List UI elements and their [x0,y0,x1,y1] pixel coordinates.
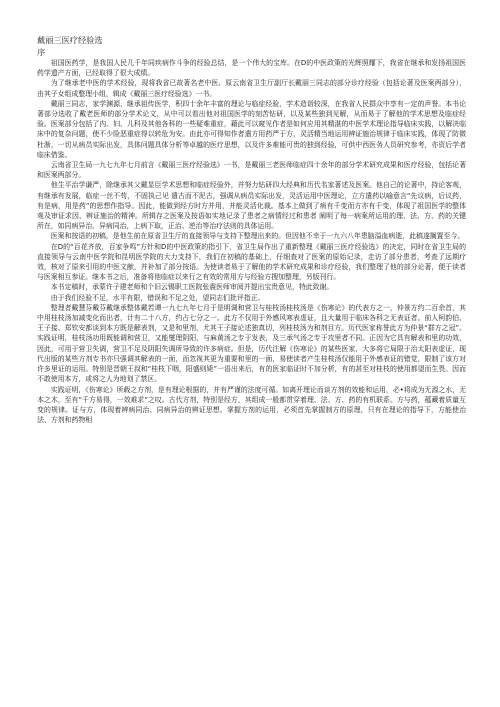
paragraph: 祖国医药学，是我国人民几千年同疾病作斗争的经验总结，是一个伟大的宝库。在D的中医政策的光辉照耀下，我省在继承和发扬祖国医药学遗产方面，已经取得了很大成绩。 [37,59,466,78]
paragraph: 在D的“百花齐放，百家争鸣”方针和D的中医政策的指引下，省卫生局作出了重新整理《戴丽三医疗经验选》的决定，同时在省卫生局的直接领导与云南中医学院和昆明医学院的大力支持下，我们在初稿的基础上，仔细查对了医案的原始记录，走访了部分患者，考查了远期疗效，核对了原来引用的中医文献，并补加了部分按语。为使读者易于了解他的学术研究成果和诊疗经验，我们整理了他的部分论著，便于读者与医案相互参证。继本书之后，准备将他临症以来行之有效的常用方与经验方搜加整理，另版刊行。 [37,242,466,282]
paragraph: 他生平治学谦严，除继承其父戴显臣学术思想和临症经验外，并努力钻研四大经典和历代名家著述及医案。他自己的论著中，持论客观，有继承有发展，临症一丝不苟，不固执己见 遣古而不泥古，强调从病员实际出发，灵活运用中医理论，立方遣药以喻意言“先议病，后议药，有是病，用是药”的思想作指导。因此，能做到经方时方并用，并能灵活化裁。基本上做到了病有千变而方亦有千变，体现了祖国医学的整体观及审证求因、辨证施治的精神。所辑存之医案及按语如实地记录了患者之病情经过和患者 阐明了每一病案所运用的理、法、方、药的关键所在，如同病异治，异病同治，上病下取，正治、逆治等治疗法则的具体运用。 [37,181,466,231]
paragraph: 实践证明，《伤寒论》所载之方剂，是有理论根据的，并有严谨的法度可循。如离开理论而谈方剂的效能和运用，必•将成为无源之水，无本之木，至有“千方易得，一效难求”之叹。古代方剂，特别是经方，其组成一般都贯穿着理、法、方、药的有机联系。方与药，蕴藏着质量互变的规律。证与方，体现着辨病同治、同病异治的辨证思想。掌握方剂的运用，必须首先掌握制方的原理，只有在理论的指导下，方能使治法、方剂和药物相 [37,385,466,425]
document-subtitle: 序 [37,47,46,57]
paragraph: 医案和按语的初稿，是他生前在原省卫生厅的直接领导与支持下整理出来的。但因他不幸于一九六八年患脑溢血病逝，此稿遂搁置至今。 [50,232,465,241]
paragraph: 云南省卫生局一九七九年七月前言《戴丽三医疗经验选》一书，是戴丽三老医师临症四十余年的部分学术研究成果和医疗经验，包括论著和医案两部分。 [37,161,466,180]
paragraph: 整理者戴慧芬戴芬戴继承整体戴若谭一九七九年七月于是明调和营卫与桂枝汤桂枝汤是《伤寒论》的代表方之一，仲景方约二百余首，其中用桂枝汤加减变化而出者，计有二十八方，约占七分之一。此方不仅用于外感风寒表虚证，且大量用于临床各科之无表证者。前人柯韵伯、王子接、郑钦安都谈到本方既是解表剂，又是和里剂，尤其王子接论述独真切，列桂枝汤为和剂目方。历代医家称誉此方为仲景“群方之冠”。实践证明，桂枝汤功用既能调和营卫，又能燮理阴阳，与麻黄汤之专于发表，及三承气汤之专于攻里者不同。正因为它具有解表和里的功效，因此，可用于营卫失调，营卫不足及阴阳失调所导致的许多病症。但是，历代注解《伤寒论》的某些医家，大多将它局限于治太阳表虚证，现代出版的某些方剂专书亦只强调其解表的一面，而忽视其更为重要和里的一面，易使读者产生桂枝汤仅能用于外感表证的错觉，限制了该方对许多里证的运用。特别是晋朝王叔和“桂枝下咽，阳盛则毙”一语出来后，有的医家临证时不加分析，有的甚至对桂枝的使用都望而生畏。因而不敢使用本方，或将之人为地划了禁区。 [37,303,466,384]
paragraph: 本书定稿时，承蒙许子建老师和个旧云锡职工医院张震医师审阅并提出宝贵意见，特此致谢。 [50,283,334,292]
paragraph: 戴丽三同志，家学渊源，继承祖传医学，积四十余年丰富的理论与临症经验，学术造诣较深，在我省人民群众中享有一定的声誉。本书论著部分选收了戴老医师的部分学术论文，从中可以看出他对祖国医学的刻苦钻研，以及某些独到见解，从而易于了解他的学术思想及临症经验。医案部分包括了内、妇、儿科及其他各科的一些疑难重症，藉此可以窥见作者是如何应用其精湛的中医学术理论指导临床实践，以解决临床中的复杂问题，使不少险恶重症得以转危为安。由此亦可得知作者遣方用药严于方，灵活精当地运用辨证施治规律于临床实践，体现了防微杜渐，一切从病员实际出发，具体问题具体分析等卓越的医疗思想，以及许多难能可贵的独到经验，可供中西医务人员研究参考，亦资后学者临床借鉴。 [37,99,466,159]
document-title: 戴丽三医疗经验选 [37,35,103,45]
paragraph: 为了继承老中医的学术经验，现将我省已故著名老中医、原云南省卫生厅副厅长戴丽三同志的部分诊疗经验（包括论著及医案两部分），由其子女组成整理小组，辑成《戴丽三医疗经验选》一书。 [37,79,466,98]
paragraph: 由于我们经验不足，水平有限，错误和不足之处，望同志们批评指正。 [50,293,265,302]
